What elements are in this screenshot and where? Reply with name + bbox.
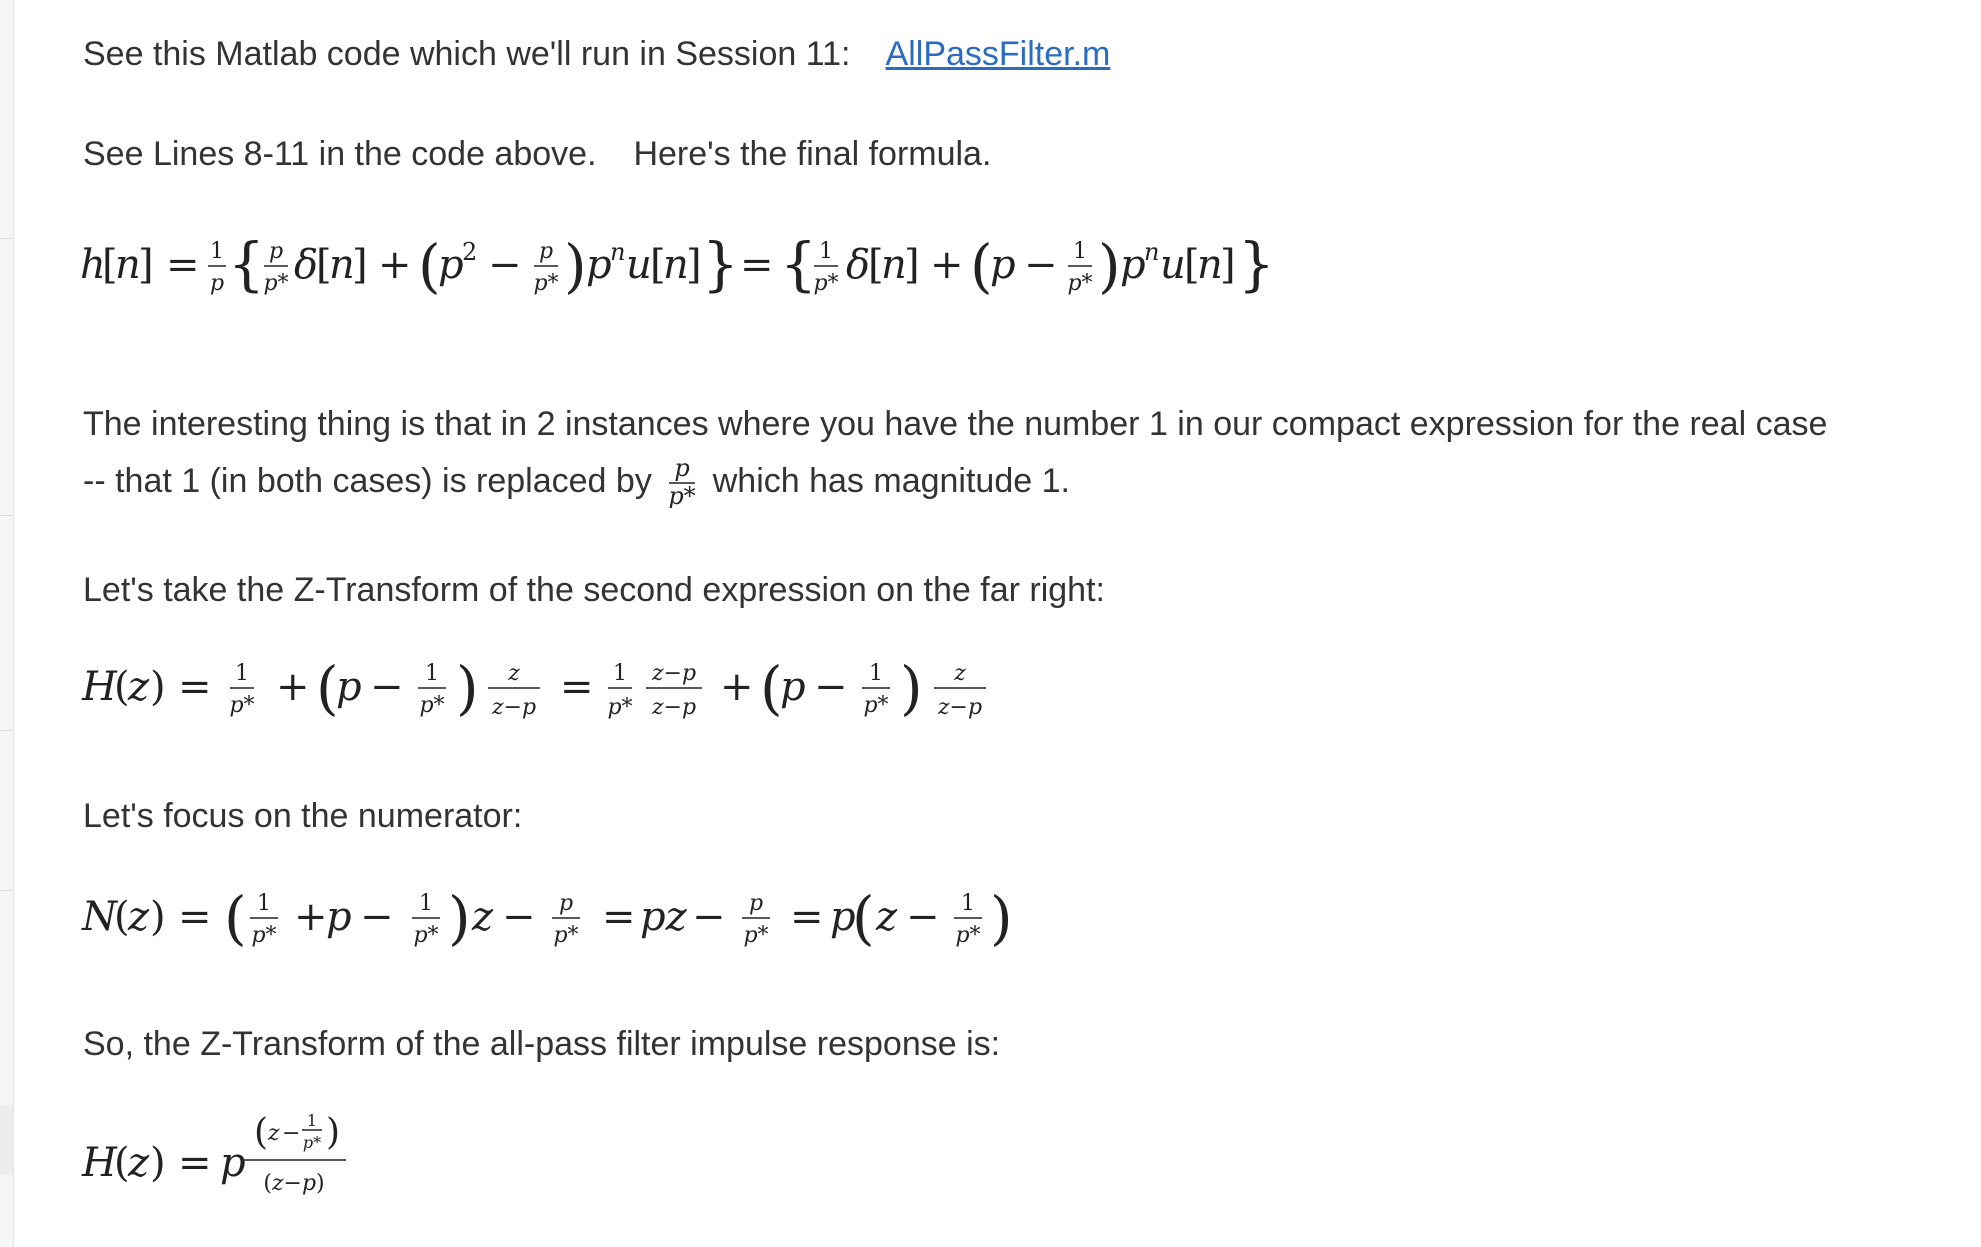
svg-text:p*: p* <box>743 923 769 948</box>
z-transform-intro: Let's take the Z-Transform of the second expression on the far right: <box>83 571 1105 609</box>
svg-text:p: p <box>220 1140 246 1186</box>
svg-text:−: − <box>370 664 404 710</box>
equation-hz-final <box>80 1108 400 1218</box>
svg-text:}: } <box>702 230 739 298</box>
svg-text:+: + <box>378 242 412 288</box>
svg-text:z: z <box>508 661 520 686</box>
equation-nz <box>80 880 1040 970</box>
svg-text:−: − <box>814 664 848 710</box>
svg-text:z: z <box>268 1121 280 1146</box>
svg-text:+: + <box>294 894 328 940</box>
svg-text:pz: pz <box>640 894 687 940</box>
svg-text:]: ] <box>686 242 702 288</box>
svg-text:): ) <box>150 664 166 710</box>
sidebar-divider <box>0 730 13 731</box>
svg-text:2: 2 <box>462 238 478 266</box>
svg-text:(: ( <box>114 894 130 940</box>
svg-text:=: = <box>602 894 636 940</box>
equation-hn-svg <box>80 228 1280 318</box>
svg-text:): ) <box>326 1112 341 1153</box>
svg-text:−: − <box>360 894 394 940</box>
svg-text:u: u <box>1160 242 1186 288</box>
sidebar-divider <box>0 515 13 516</box>
svg-text:]: ] <box>138 242 154 288</box>
svg-text:1: 1 <box>425 661 439 686</box>
svg-text:n: n <box>881 242 907 288</box>
svg-text:[: [ <box>868 242 884 288</box>
svg-text:z−p: z−p <box>651 661 697 686</box>
svg-text:p*: p* <box>813 271 839 296</box>
svg-text:): ) <box>456 654 479 722</box>
svg-text:u: u <box>626 242 652 288</box>
equation-hz-final-svg <box>80 1108 400 1218</box>
svg-text:n: n <box>115 242 141 288</box>
svg-text:p*: p* <box>863 693 889 718</box>
svg-text:): ) <box>564 232 587 300</box>
svg-text:δ: δ <box>846 242 871 288</box>
svg-text:p*: p* <box>955 923 981 948</box>
svg-text:): ) <box>1098 232 1121 300</box>
svg-text:p: p <box>748 891 764 916</box>
svg-text:1: 1 <box>819 239 833 264</box>
interesting-line-2b: which has magnitude 1. <box>712 461 1070 500</box>
svg-text:p: p <box>674 458 690 482</box>
allpassfilter-link[interactable]: AllPassFilter.m <box>885 35 1111 73</box>
svg-text:[: [ <box>650 242 666 288</box>
svg-text:{: { <box>780 230 817 298</box>
svg-text:p: p <box>780 664 806 710</box>
svg-text:=: = <box>178 894 212 940</box>
svg-text:−: − <box>502 894 536 940</box>
equation-nz-svg <box>80 880 1040 970</box>
sidebar-edge <box>0 0 14 1247</box>
svg-text:n: n <box>329 242 355 288</box>
svg-text:(: ( <box>316 654 339 722</box>
svg-text:+: + <box>720 664 754 710</box>
svg-text:p: p <box>438 242 464 288</box>
svg-text:z: z <box>128 894 150 940</box>
svg-text:p: p <box>336 664 362 710</box>
svg-text:n: n <box>663 242 689 288</box>
svg-text:p*: p* <box>419 693 445 718</box>
equation-hz-expanded-svg <box>80 650 1020 740</box>
interesting-line-1: The interesting thing is that in 2 instances where you have the number 1 in our compact expression for the real case <box>83 405 1828 443</box>
svg-text:−: − <box>488 242 522 288</box>
svg-text:z−p: z−p <box>651 695 697 720</box>
svg-text:p: p <box>830 894 856 940</box>
svg-text:=: = <box>178 664 212 710</box>
svg-text:]: ] <box>352 242 368 288</box>
svg-text:=: = <box>166 242 200 288</box>
svg-text:(: ( <box>852 884 875 952</box>
svg-text:p*: p* <box>251 923 277 948</box>
svg-text:p*: p* <box>263 271 289 296</box>
svg-text:]: ] <box>904 242 920 288</box>
numerator-intro: Let's focus on the numerator: <box>83 797 523 835</box>
svg-text:1: 1 <box>257 891 271 916</box>
conclusion-text: So, the Z-Transform of the all-pass filter impulse response is: <box>83 1025 1001 1063</box>
svg-text:=: = <box>178 1140 212 1186</box>
svg-text:=: = <box>740 242 774 288</box>
svg-text:1: 1 <box>306 1111 318 1130</box>
svg-text:p*: p* <box>302 1133 322 1152</box>
sidebar-divider <box>0 890 13 891</box>
svg-text:[: [ <box>316 242 332 288</box>
interesting-line-2a: -- that 1 (in both cases) is replaced by <box>83 461 652 500</box>
svg-text:−: − <box>1024 242 1058 288</box>
svg-text:δ: δ <box>294 242 319 288</box>
svg-text:N: N <box>82 894 117 940</box>
svg-text:n: n <box>1144 238 1160 266</box>
svg-text:n: n <box>1197 242 1223 288</box>
svg-text:−: − <box>282 1121 301 1146</box>
svg-text:(: ( <box>970 232 993 300</box>
inline-fraction-p-over-pstar <box>661 458 703 508</box>
svg-text:{: { <box>228 230 265 298</box>
svg-text:]: ] <box>1220 242 1236 288</box>
svg-text:1: 1 <box>235 661 249 686</box>
svg-text:1: 1 <box>613 661 627 686</box>
lines-note <box>83 132 991 176</box>
intro-line <box>83 32 1110 76</box>
svg-text:n: n <box>610 238 626 266</box>
svg-text:p: p <box>538 239 554 264</box>
svg-text:(: ( <box>114 1140 130 1186</box>
svg-text:z: z <box>128 664 150 710</box>
svg-text:): ) <box>990 884 1013 952</box>
svg-text:p: p <box>209 271 225 296</box>
svg-text:}: } <box>1238 230 1275 298</box>
svg-text:p*: p* <box>1067 271 1093 296</box>
svg-text:p: p <box>268 239 284 264</box>
svg-text:): ) <box>150 894 166 940</box>
lines-note-part2: Here's the final formula. <box>633 135 992 173</box>
svg-text:=: = <box>560 664 594 710</box>
svg-text:[: [ <box>1184 242 1200 288</box>
svg-text:p: p <box>326 894 352 940</box>
interesting-line-2 <box>83 458 1070 508</box>
svg-text:(: ( <box>254 1112 269 1153</box>
svg-text:): ) <box>448 884 471 952</box>
equation-hn <box>80 228 1280 318</box>
svg-text:−: − <box>906 894 940 940</box>
svg-text:=: = <box>790 894 824 940</box>
intro-text: See this Matlab code which we'll run in Session 11: <box>83 35 851 73</box>
svg-text:p: p <box>586 242 612 288</box>
svg-text:p: p <box>558 891 574 916</box>
svg-text:p*: p* <box>607 695 633 720</box>
svg-text:1: 1 <box>210 239 224 264</box>
svg-text:z: z <box>128 1140 150 1186</box>
svg-text:+: + <box>276 664 310 710</box>
svg-text:1: 1 <box>869 661 883 686</box>
svg-text:z−p: z−p <box>937 695 983 720</box>
sidebar-divider <box>0 238 13 239</box>
svg-text:p*: p* <box>533 271 559 296</box>
svg-text:p*: p* <box>668 482 696 508</box>
equation-hz-expanded <box>80 650 1020 740</box>
svg-text:p*: p* <box>413 923 439 948</box>
svg-text:p: p <box>990 242 1016 288</box>
svg-text:z−p: z−p <box>491 695 537 720</box>
svg-text:z: z <box>876 894 898 940</box>
svg-text:): ) <box>150 1140 166 1186</box>
svg-text:+: + <box>930 242 964 288</box>
svg-text:−: − <box>692 894 726 940</box>
svg-text:h: h <box>80 242 106 288</box>
svg-text:[: [ <box>102 242 118 288</box>
svg-text:1: 1 <box>419 891 433 916</box>
svg-text:z: z <box>472 894 494 940</box>
svg-text:z: z <box>954 661 966 686</box>
svg-text:p*: p* <box>553 923 579 948</box>
sidebar-block <box>0 1105 13 1175</box>
lines-note-part1: See Lines 8-11 in the code above. <box>83 135 597 173</box>
svg-text:p: p <box>1120 242 1146 288</box>
svg-text:(: ( <box>760 654 783 722</box>
svg-text:(z−p): (z−p) <box>263 1171 325 1196</box>
svg-text:p*: p* <box>229 693 255 718</box>
svg-text:(: ( <box>114 664 130 710</box>
svg-text:(: ( <box>418 232 441 300</box>
svg-text:H: H <box>82 664 117 710</box>
svg-text:1: 1 <box>961 891 975 916</box>
svg-text:H: H <box>82 1140 117 1186</box>
svg-text:1: 1 <box>1073 239 1087 264</box>
svg-text:(: ( <box>224 884 247 952</box>
svg-text:): ) <box>900 654 923 722</box>
